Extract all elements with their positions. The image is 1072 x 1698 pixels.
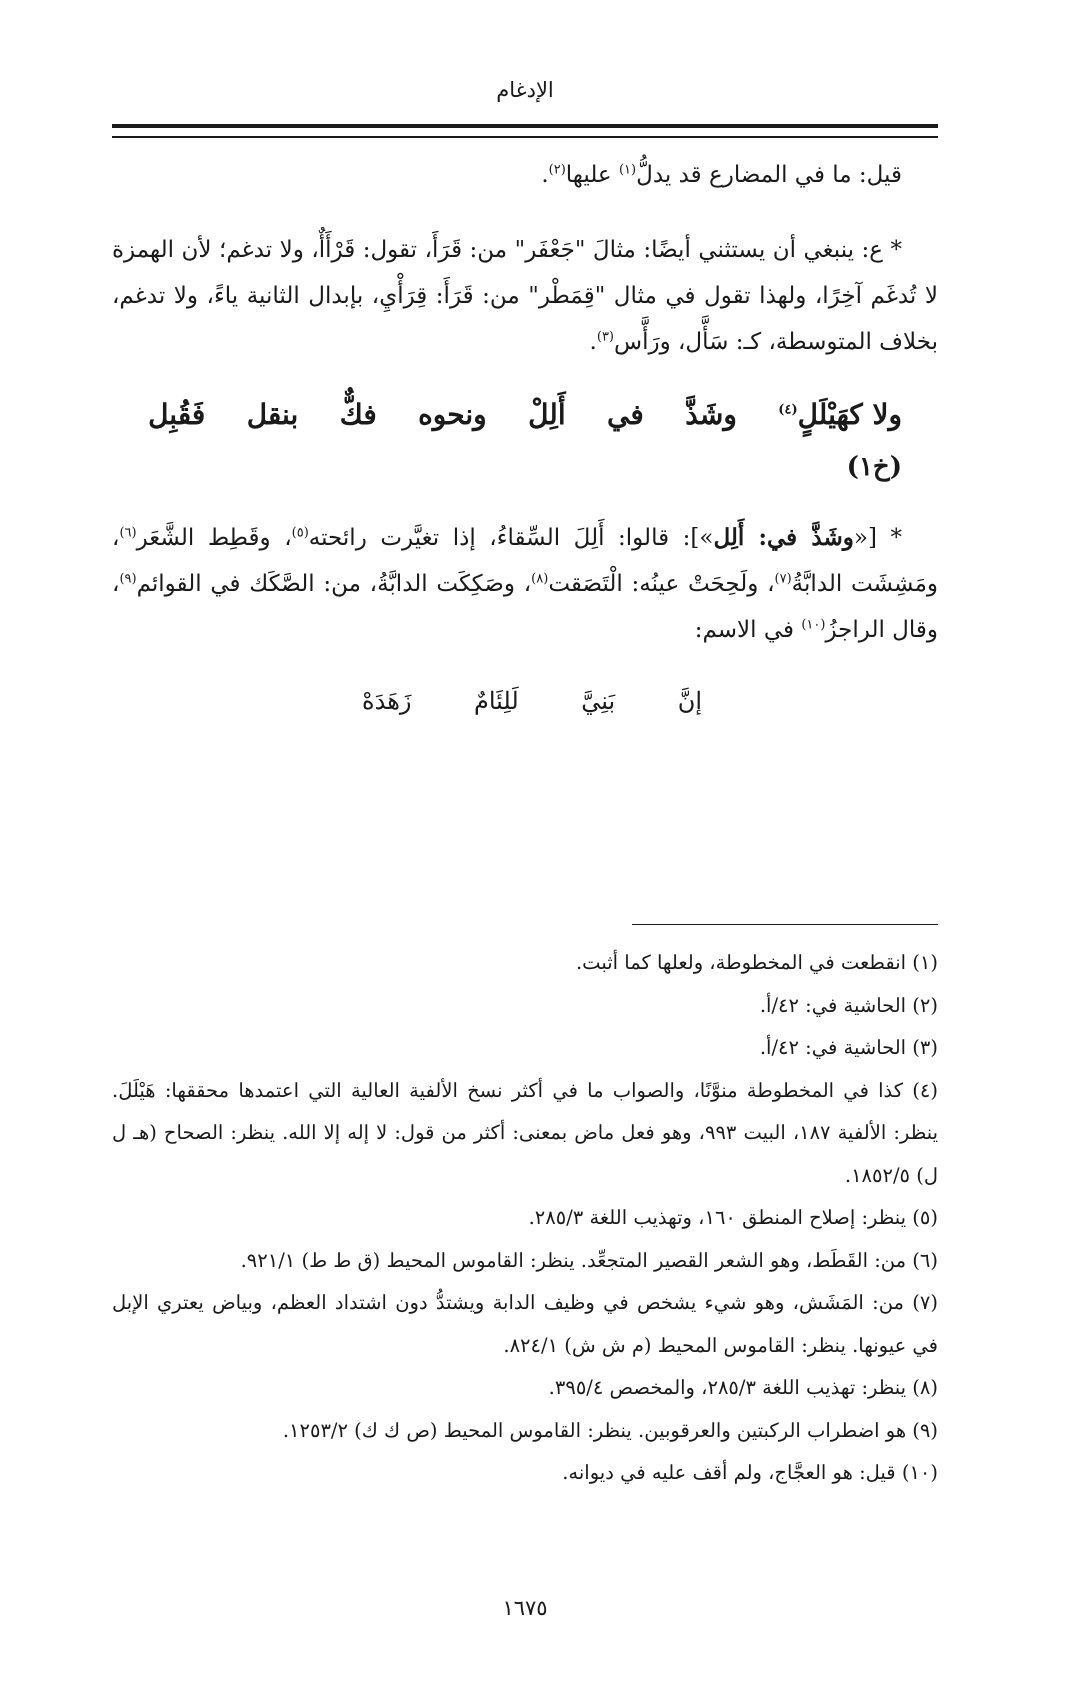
text: »]: قالوا: أَلِلَ السِّقاءُ، إذا تغيَّرت رائحته [308,525,714,551]
text: عليها [565,162,619,188]
verse-word-2: وشَذَّ [685,398,737,431]
footnote-6: (٦) من: القَطَط، وهو الشعر القصير المتجعِّد. ينظر: القاموس المحيط (ق ط ط) ٩٢١/١. [240,1248,938,1272]
footnote-1: (١) انقطعت في المخطوطة، ولعلها كما أثبت. [575,951,938,974]
footnote-ref-2[interactable]: (٢) [548,162,566,178]
text: * ع: ينبغي أن يستثني أيضًا: مثالَ "جَعْفَر" من: قَرَأَ، تقول: قَرْأَأٌ، ولا تدغم؛ لأن الهمزة لا تُدغَم آخِرًا، ولهذا تقول في مثال "قِمَطْر" من: قَرَأَ: قِرَأْيِ، بإبدال الثانية ياءً، ولا تدغم، بخلاف المتوسطة، كـ: سَأَّل، ورَأَّس [112,237,938,355]
text: ، وصَكِكَت الدابَّةُ، من: الصَّكَك في القوائم [136,571,532,597]
text: ، وقَطِط الشَّعَر [136,525,292,551]
text: قيل: ما في المضارع قد يدلُّ [636,162,902,188]
footnote-ref-5[interactable]: (٥) [291,525,309,541]
footnote-ref-7[interactable]: (٧) [774,571,792,587]
paragraph-3 [112,515,938,653]
verse-word-1: ولا كهَيْلَلٍ$^{(٤)}$ [778,398,902,431]
footnote-ref-10[interactable]: (١٠) [801,617,826,633]
footnote-ref-9[interactable]: (٩) [119,571,137,587]
poem-word-1: إنَّ [677,687,702,715]
poem-line [362,687,702,715]
header-rule-thin [112,136,938,138]
footnote-ref-3[interactable]: (٣) [596,329,614,345]
text: في الاسم: [694,617,802,643]
footnote-7: (٧) من: المَشَش، وهو شيء يشخص في وظيف الدابة ويشتدُّ دون اشتداد العظم، وبياض يعتري الإبل في عيونها. ينظر: القاموس المحيط (م ش ش) ٨٢٤/١. [112,1291,938,1357]
poem-word-4: زَهَدَهْ [362,687,412,715]
verse-word-6: فكٌّ [339,398,377,431]
footnote-ref-6[interactable]: (٦) [119,525,137,541]
text: ، وقال الراجزُ [112,571,938,643]
text: ، ولَحِحَتْ عينُه: الْتَصَقت [548,571,775,597]
verse-word-3: في [607,398,644,431]
footnote-2: (٢) الحاشية في: ٤٢/أ. [759,993,938,1017]
footnote-3: (٣) الحاشية في: ٤٢/أ. [759,1036,938,1059]
poem-word-2: بَنِيَّ [581,687,616,715]
footnote-ref-8[interactable]: (٨) [531,571,549,587]
footnote-9: (٩) هو اضطراب الركبتين والعرقوبين. ينظر: القاموس المحيط (ص ك ك) ١٢٥٣/٢. [282,1418,938,1442]
footnote-4: (٤) كذا في المخطوطة منوَّنًا، والصواب ما في أكثر نسخ الألفية العالية التي اعتمدها محققها: هَيْلَلَ. ينظر: الألفية ١٨٧، البيت ٩٩٣، وهو فعل ماض بمعنى: أكثر من قول: لا إله إلا الله. ينظر: الصحاح (هـ ل ل) ١٨٥٢/٥. [112,1078,938,1187]
text: . [541,162,549,188]
paragraph-1 [112,152,938,198]
footnotes [112,942,938,1495]
text: * [« [853,525,903,551]
poem-word-3: لَلِئَامٌ [474,687,519,715]
text: . [589,329,597,355]
bold-term: وشَذَّ في: أَلِل [713,524,854,551]
footnote-8: (٨) ينظر: تهذيب اللغة ٢٨٥/٣، والمخصص ٣٩٥/٤. [548,1376,938,1399]
verse-line [148,392,902,438]
footnote-10: (١٠) قيل: هو العجَّاج، ولم أقف عليه في ديوانه. [562,1461,938,1484]
verse-word-8: فَقُبِل [148,398,206,431]
footnote-ref-1[interactable]: (١) [618,162,637,178]
paragraph-2 [112,227,938,365]
verse-code: (خ١) [846,452,902,482]
footnote-ref-4[interactable]: (٤) [778,402,798,418]
footnote-5: (٥) ينظر: إصلاح المنطق ١٦٠، وتهذيب اللغة ٢٨٥/٣. [528,1206,938,1229]
verse-word-7: بنقل [246,398,299,431]
verse-word-4: أَلِلْ [528,398,566,431]
verse-word-5: ونحوه [418,398,487,431]
running-header: الإدغام [496,78,554,102]
footnote-separator [632,924,938,925]
page-number: ١٦٧٥ [502,1596,548,1620]
text: ، ومَشِشَت الدابَّةُ [112,525,939,597]
header-rule-thick [112,124,938,128]
